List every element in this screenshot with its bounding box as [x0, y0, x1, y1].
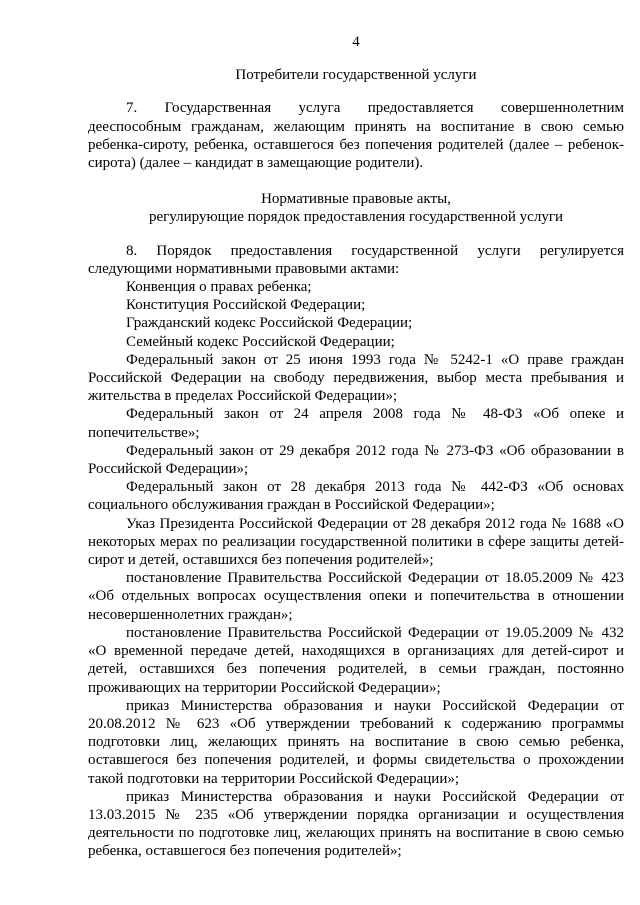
paragraph-7: 7. Государственная услуга предоставляется совершеннолетним дееспособным гражданам, желающим принять на воспитание в свою семью ребенка-сироту, ребенка, оставшегося без попечения родителей (далее – ребенок-сирота) (далее – кандидат в замещающие родители). [88, 100, 624, 172]
section-heading-line-2: регулирующие порядок предоставления государственной услуги [148, 209, 563, 226]
legal-act-item: постановление Правительства Российской Федерации от 18.05.2009 № 423 «Об отдельных вопросах осуществления опеки и попечительства в отношении несовершеннолетних граждан»; [88, 570, 624, 623]
legal-act-item: Федеральный закон от 28 декабря 2013 года № 442-ФЗ «Об основах социального обслуживания граждан в Российской Федерации»; [88, 479, 624, 514]
legal-act-item: Федеральный закон от 24 апреля 2008 года № 48-ФЗ «Об опеке и попечительстве»; [88, 406, 624, 441]
page-number: 4 [352, 34, 360, 50]
legal-act-item: приказ Министерства образования и науки Российской Федерации от 13.03.2015 № 235 «Об утверждении порядка организации и осуществления деятельности по подготовке лиц, желающих принять на воспитание в свою семью ребенка, оставшегося без попечения родителей»; [88, 788, 624, 860]
section-heading-legal-acts [88, 190, 624, 226]
legal-act-item: Федеральный закон от 29 декабря 2012 года № 273-ФЗ «Об образовании в Российской Федерации»; [88, 442, 624, 478]
section-heading-line-1: Нормативные правовые акты, [261, 191, 451, 208]
legal-act-item: Семейный кодекс Российской Федерации; [126, 333, 395, 350]
document-page [88, 33, 624, 861]
legal-act-item: постановление Правительства Российской Федерации от 19.05.2009 № 432 «О временной передаче детей, находящихся в организациях для детей-сирот и детей, оставшихся без попечения родителей, в семьи граждан, постоянно проживающих на территории Российской Федерации»; [88, 624, 624, 696]
paragraph-8-intro: 8. Порядок предоставления государственной услуги регулируется следующими нормативными правовыми актами: [88, 242, 624, 277]
legal-acts-list [88, 278, 624, 861]
legal-act-item: Гражданский кодекс Российской Федерации; [126, 315, 413, 332]
legal-act-item: Указ Президента Российской Федерации от 28 декабря 2012 года № 1688 «О некоторых мерах по реализации государственной политики в сфере защиты детей-сирот и детей, оставшихся без попечения родителей»; [88, 515, 624, 569]
section-heading-consumers: Потребители государственной услуги [235, 67, 477, 84]
legal-act-item: приказ Министерства образования и науки Российской Федерации от 20.08.2012 № 623 «Об утверждении требований к содержанию программы подготовки лиц, желающих принять на воспитание в свою семью ребенка, оставшегося без попечения родителей, и формы свидетельства о прохождении такой подготовки на территории Российской Федерации»; [88, 697, 624, 787]
legal-act-item: Конвенция о правах ребенка; [126, 279, 312, 296]
legal-act-item: Конституция Российской Федерации; [126, 297, 366, 314]
legal-act-item: Федеральный закон от 25 июня 1993 года № 5242-1 «О праве граждан Российской Федерации на свободу передвижения, выбор места пребывания и жительства в пределах Российской Федерации»; [88, 351, 624, 405]
